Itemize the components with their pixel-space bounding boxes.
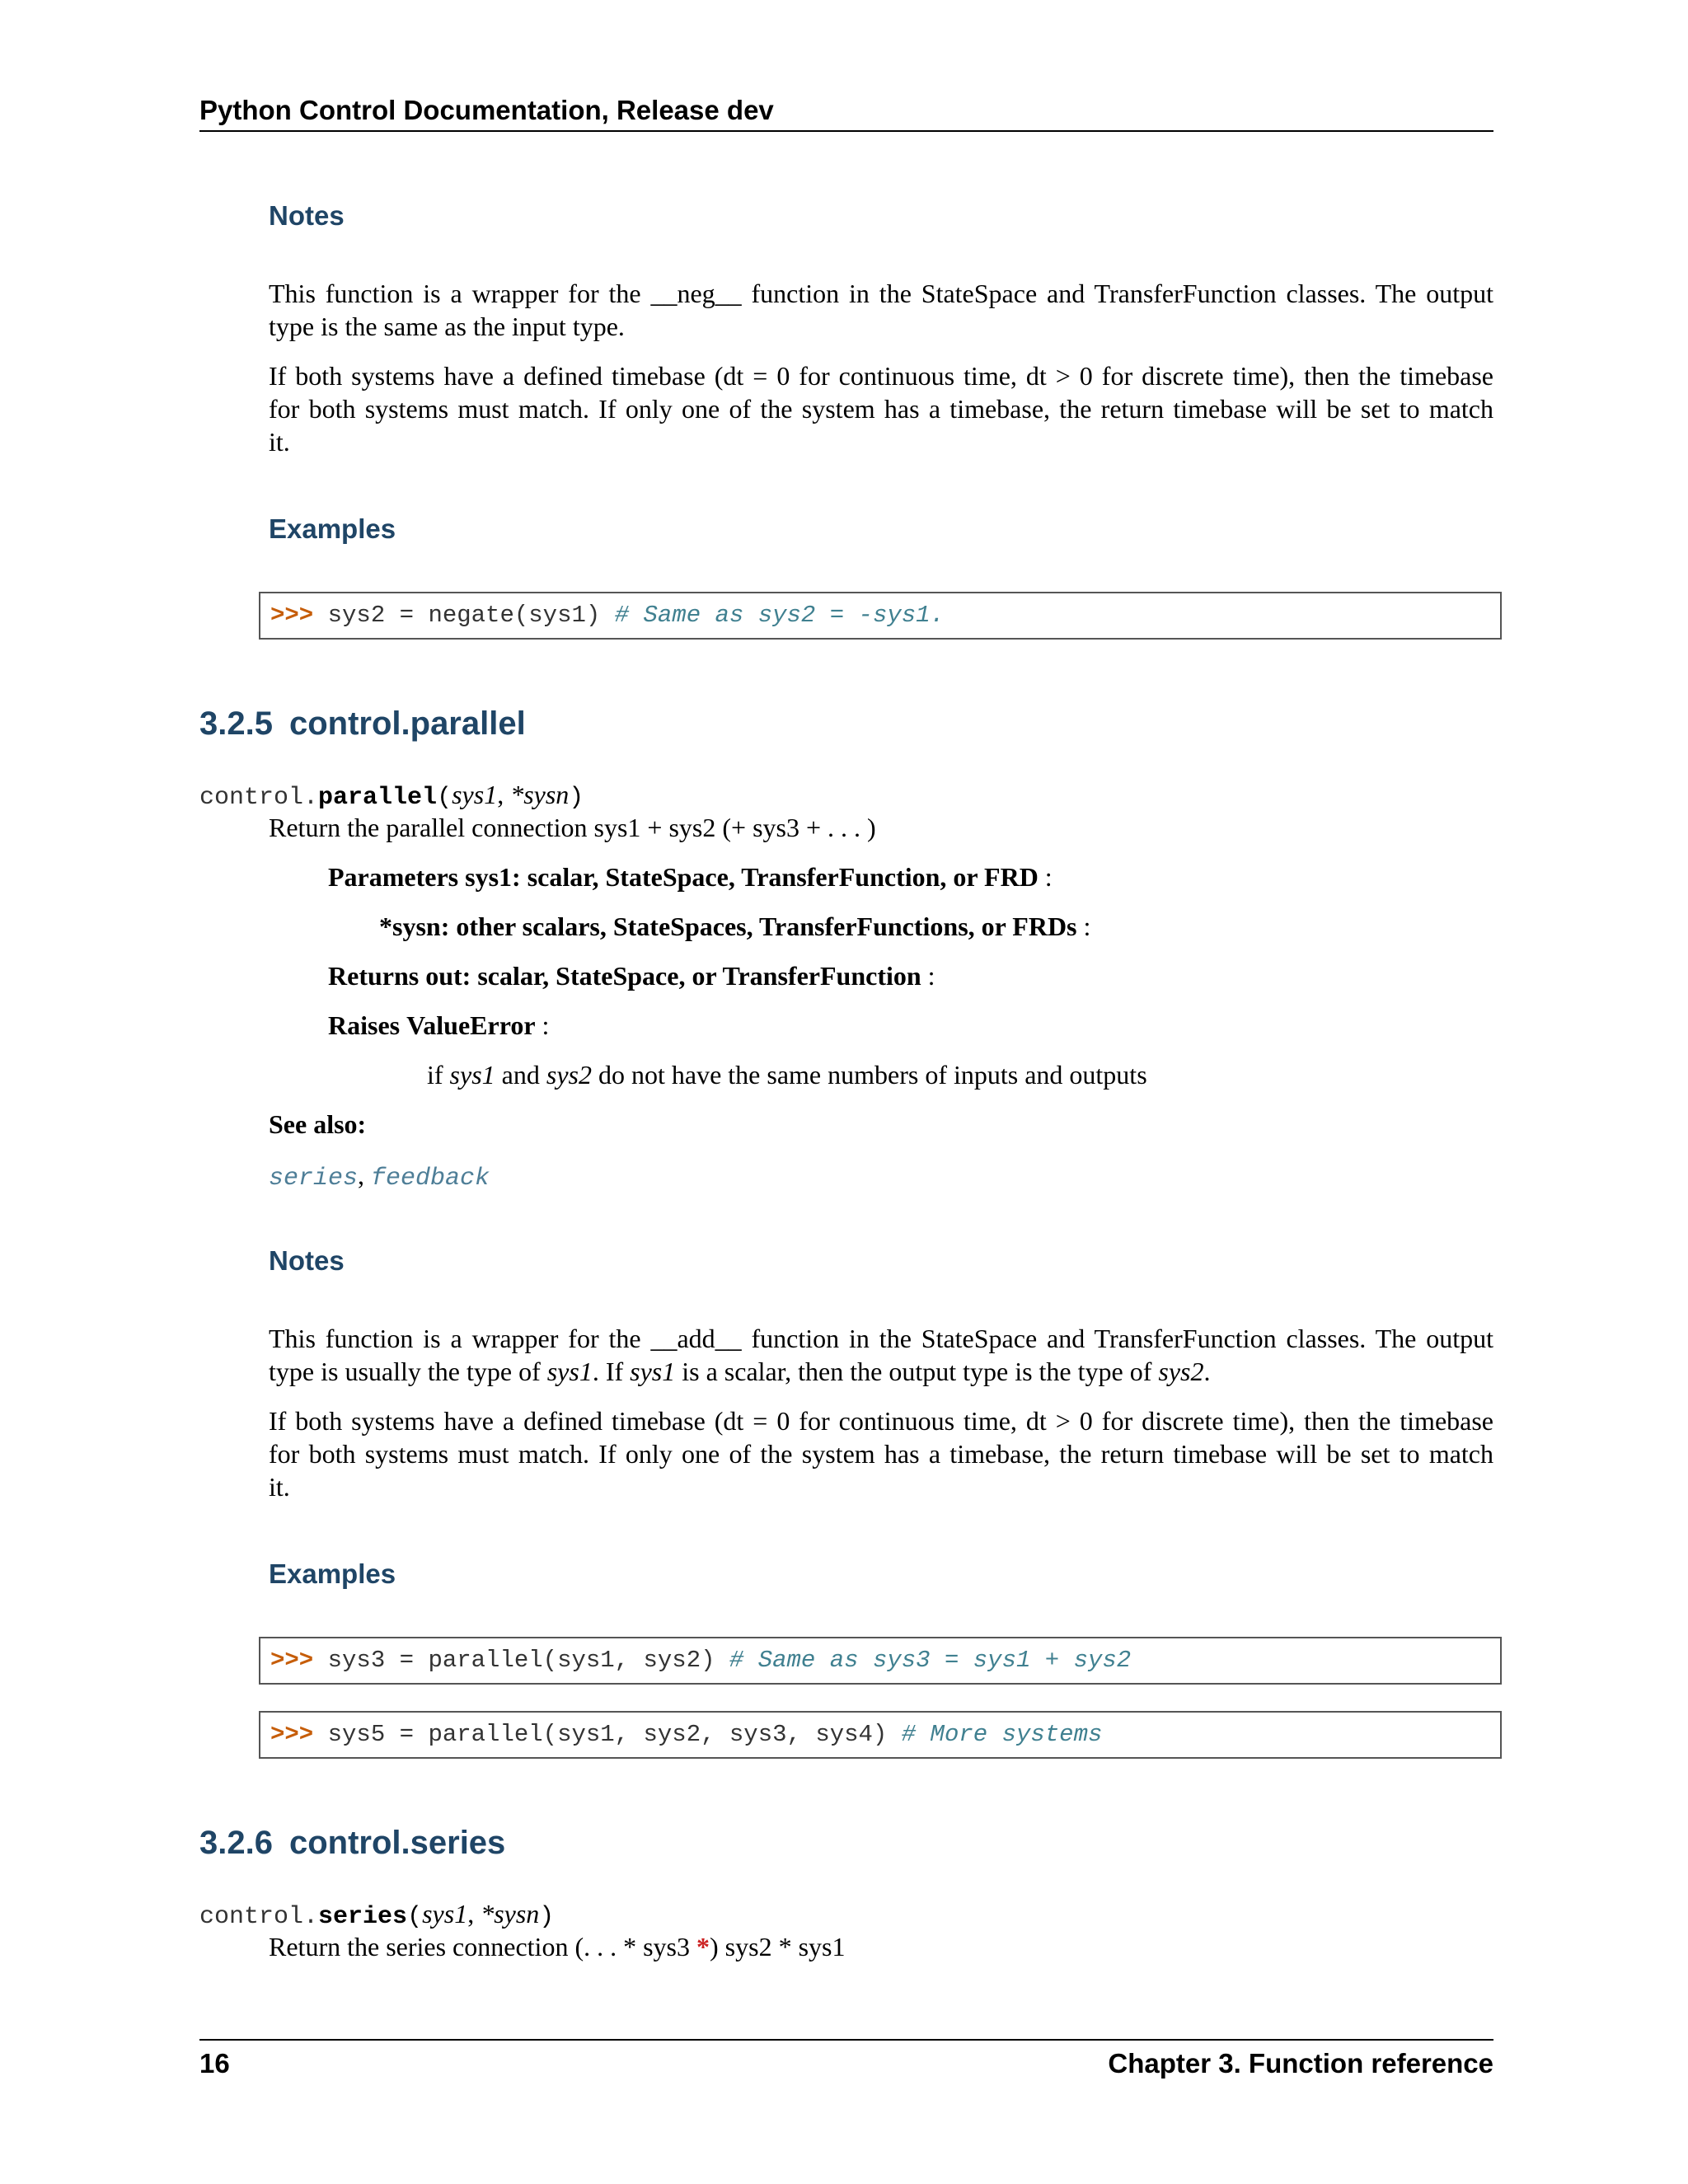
link-feedback[interactable]: feedback	[371, 1165, 490, 1193]
raises-field: Raises ValueError :	[328, 1010, 550, 1040]
code-text: sys3 = parallel(sys1, sys2)	[327, 1647, 715, 1674]
link-series[interactable]: series	[269, 1165, 359, 1193]
parallel-notes-paragraph-1	[269, 1322, 1493, 1388]
field-label: Raises	[328, 1010, 401, 1040]
field-label: Parameters	[328, 862, 459, 892]
signature-module: control.	[199, 1903, 319, 1931]
text-line: If both systems have a defined timebase (dt = 0 for continuous time, dt > 0 for discrete time), then the timebase	[269, 361, 1493, 391]
parallel-notes-paragraph-2	[269, 1404, 1493, 1503]
signature-function-name: parallel	[318, 784, 438, 812]
returns-value: out: scalar, StateSpace, or TransferFunction	[425, 961, 921, 991]
section-number: 3.2.5	[199, 705, 273, 742]
footer-rule	[199, 2039, 1493, 2041]
signature-arg: sys1	[452, 780, 498, 809]
signature-arg: *sysn	[510, 780, 570, 809]
code-text: sys5 = parallel(sys1, sys2, sys3, sys4)	[327, 1721, 888, 1748]
examples-heading: Examples	[269, 513, 396, 544]
signature-arg: *sysn	[481, 1899, 540, 1929]
running-header: Python Control Documentation, Release dev	[199, 95, 774, 125]
section-title-series	[199, 1823, 505, 1863]
section-title-parallel	[199, 704, 526, 743]
returns-field: Returns out: scalar, StateSpace, or TransferFunction :	[328, 961, 935, 991]
code-prompt: >>>	[270, 1647, 314, 1674]
notes-heading: Notes	[269, 1245, 345, 1276]
examples-heading: Examples	[269, 1558, 396, 1589]
code-example	[259, 1711, 1502, 1759]
text-line: for both systems must match. If only one of the system has a timebase, the return timebase will be set to match	[269, 1439, 1493, 1469]
code-text: sys2 = negate(sys1)	[327, 602, 601, 629]
notes-heading: Notes	[269, 200, 345, 231]
raises-value: ValueError	[406, 1010, 536, 1040]
highlighted-asterisk: *	[696, 1932, 710, 1961]
text-line: This function is a wrapper for the __neg__ function in the StateSpace and TransferFunction classes. The output	[269, 279, 1493, 308]
signature-module: control.	[199, 784, 319, 812]
code-prompt: >>>	[270, 1721, 314, 1748]
negate-notes-paragraph-1	[269, 277, 1493, 343]
chapter-footer: Chapter 3. Function reference	[1108, 2048, 1493, 2079]
section-name: control.series	[288, 1825, 506, 1861]
text-line: for both systems must match. If only one of the system has a timebase, the return timebase will be set to match	[269, 394, 1493, 424]
see-also-links: series, feedback	[269, 1160, 490, 1193]
text-line: type is the same as the input type.	[269, 312, 625, 341]
code-comment: # More systems	[901, 1721, 1103, 1748]
signature-arg: sys1	[422, 1899, 468, 1929]
text-line: type is usually the type of sys1. If sys1 is a scalar, then the output type is the type of sys2.	[269, 1357, 1211, 1386]
function-description: Return the series connection (. . . * sys3 *) sys2 * sys1	[269, 1932, 846, 1961]
function-signature-series: control.series(sys1, *sysn)	[199, 1899, 555, 1931]
section-number: 3.2.6	[199, 1825, 273, 1861]
parameters-field-2: *sysn: other scalars, StateSpaces, TransferFunctions, or FRDs :	[379, 912, 1091, 941]
text-line: it.	[269, 427, 290, 457]
page-number: 16	[199, 2048, 230, 2079]
field-label: Returns	[328, 961, 420, 991]
code-example	[259, 592, 1502, 640]
code-comment: # Same as sys2 = -sys1.	[614, 602, 945, 629]
signature-function-name: series	[318, 1903, 408, 1931]
header-rule	[199, 130, 1493, 132]
section-name: control.parallel	[288, 705, 526, 742]
text-line: This function is a wrapper for the __add__ function in the StateSpace and TransferFunction classes. The output	[269, 1324, 1493, 1353]
text-line: it.	[269, 1472, 290, 1502]
function-signature-parallel: control.parallel(sys1, *sysn)	[199, 780, 584, 812]
code-comment: # Same as sys3 = sys1 + sys2	[729, 1647, 1132, 1674]
see-also-label: See also:	[269, 1109, 367, 1139]
negate-notes-paragraph-2	[269, 359, 1493, 458]
param-sysn: *sysn: other scalars, StateSpaces, TransferFunctions, or FRDs	[379, 912, 1077, 941]
parameters-field: Parameters sys1: scalar, StateSpace, TransferFunction, or FRD :	[328, 862, 1053, 892]
code-example	[259, 1637, 1502, 1685]
function-description: Return the parallel connection sys1 + sys2 (+ sys3 + . . . )	[269, 813, 876, 842]
raises-description: if sys1 and sys2 do not have the same numbers of inputs and outputs	[427, 1060, 1147, 1090]
text-line: If both systems have a defined timebase (dt = 0 for continuous time, dt > 0 for discrete time), then the timebase	[269, 1406, 1493, 1436]
param-sys1: sys1: scalar, StateSpace, TransferFunction, or FRD	[465, 862, 1039, 892]
code-prompt: >>>	[270, 602, 314, 629]
